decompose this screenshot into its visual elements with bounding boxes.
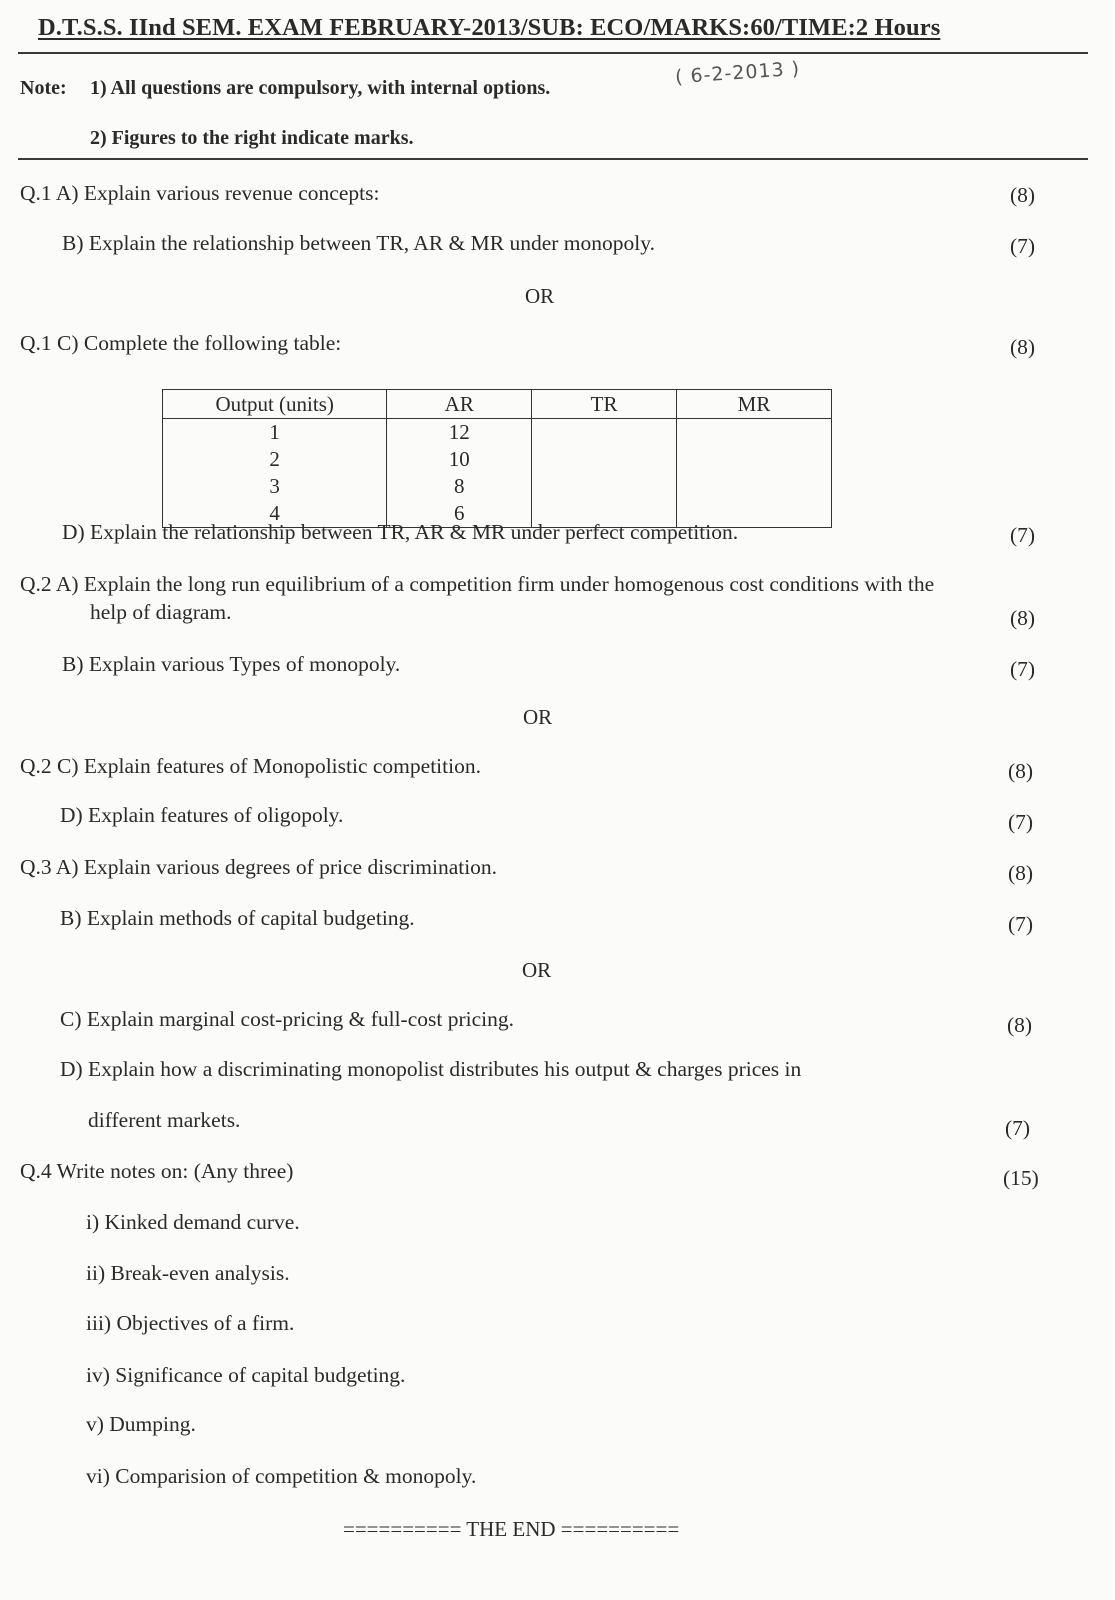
q4-item: ii) Break-even analysis.: [86, 1261, 290, 1285]
q1b-marks: (7): [1010, 234, 1036, 258]
col-tr: TR: [532, 390, 677, 419]
cell-output: 4: [163, 500, 387, 528]
q2a-text-line1: Q.2 A) Explain the long run equilibrium of a competition firm under homogenous cost conditions with the: [20, 572, 935, 596]
cell-output: 2: [163, 446, 387, 473]
handwritten-date: ( 6-2-2013 ): [674, 57, 801, 89]
q1d-text: D) Explain the relationship between TR, AR & MR under perfect competition.: [62, 520, 739, 544]
q1a-text: Q.1 A) Explain various revenue concepts:: [20, 181, 380, 205]
q1b-text: B) Explain the relationship between TR, AR & MR under monopoly.: [62, 231, 655, 255]
q3a-text: Q.3 A) Explain various degrees of price discrimination.: [20, 855, 498, 879]
q3d-marks: (7): [1005, 1116, 1031, 1140]
q2a-marks: (8): [1010, 606, 1036, 630]
revenue-table: [162, 389, 832, 528]
q3d-text-line1: D) Explain how a discriminating monopolist distributes his output & charges prices in: [60, 1057, 802, 1081]
cell-output: 3: [163, 473, 387, 500]
note-rule: [18, 158, 1088, 160]
q3d-text-line2: different markets.: [88, 1108, 241, 1132]
q1a-marks: (8): [1010, 183, 1036, 207]
table-row: [163, 473, 832, 500]
q3c-marks: (8): [1007, 1013, 1033, 1037]
cell-ar: 12: [387, 419, 532, 447]
q4-text: Q.4 Write notes on: (Any three): [20, 1159, 294, 1183]
cell-mr: [676, 419, 831, 447]
q2d-marks: (7): [1008, 810, 1034, 834]
q1c-text: Q.1 C) Complete the following table:: [20, 331, 342, 355]
q4-item: iii) Objectives of a firm.: [86, 1311, 295, 1335]
q3a-marks: (8): [1008, 861, 1034, 885]
cell-ar: 10: [387, 446, 532, 473]
cell-mr: [676, 446, 831, 473]
cell-tr: [532, 473, 677, 500]
header-rule: [18, 52, 1088, 54]
q4-marks: (15): [1003, 1166, 1039, 1190]
q4-item: vi) Comparision of competition & monopoly.: [86, 1464, 477, 1488]
cell-tr: [532, 419, 677, 447]
the-end: ========== THE END ==========: [343, 1517, 680, 1541]
q2b-text: B) Explain various Types of monopoly.: [62, 652, 401, 676]
cell-mr: [676, 473, 831, 500]
q1c-marks: (8): [1010, 335, 1036, 359]
col-mr: MR: [676, 390, 831, 419]
q2-or: OR: [523, 705, 553, 729]
col-output: Output (units): [163, 390, 387, 419]
q2a-text-line2: help of diagram.: [90, 600, 232, 624]
q2b-marks: (7): [1010, 657, 1036, 681]
q4-item: iv) Significance of capital budgeting.: [86, 1363, 406, 1387]
cell-ar: 8: [387, 473, 532, 500]
q1d-marks: (7): [1010, 523, 1036, 547]
cell-ar: 6: [387, 500, 532, 528]
table-header-row: [163, 390, 832, 419]
q4-item: i) Kinked demand curve.: [86, 1210, 300, 1234]
q4-item: v) Dumping.: [86, 1412, 196, 1436]
note-line-1: 1) All questions are compulsory, with internal options.: [90, 77, 551, 99]
q2c-text: Q.2 C) Explain features of Monopolistic competition.: [20, 754, 481, 778]
q3b-marks: (7): [1008, 912, 1034, 936]
q3b-text: B) Explain methods of capital budgeting.: [60, 906, 415, 930]
q2c-marks: (8): [1008, 759, 1034, 783]
q1-or: OR: [525, 284, 555, 308]
q3c-text: C) Explain marginal cost-pricing & full-cost pricing.: [60, 1007, 514, 1031]
note-line-2: 2) Figures to the right indicate marks.: [90, 127, 414, 149]
cell-output: 1: [163, 419, 387, 447]
q2d-text: D) Explain features of oligopoly.: [60, 803, 344, 827]
col-ar: AR: [387, 390, 532, 419]
q3-or: OR: [522, 958, 552, 982]
table-row: [163, 419, 832, 447]
table-row: [163, 446, 832, 473]
exam-header: D.T.S.S. IInd SEM. EXAM FEBRUARY-2013/SUB: ECO/MARKS:60/TIME:2 Hours: [38, 14, 941, 41]
cell-tr: [532, 446, 677, 473]
note-label: Note:: [20, 77, 67, 99]
